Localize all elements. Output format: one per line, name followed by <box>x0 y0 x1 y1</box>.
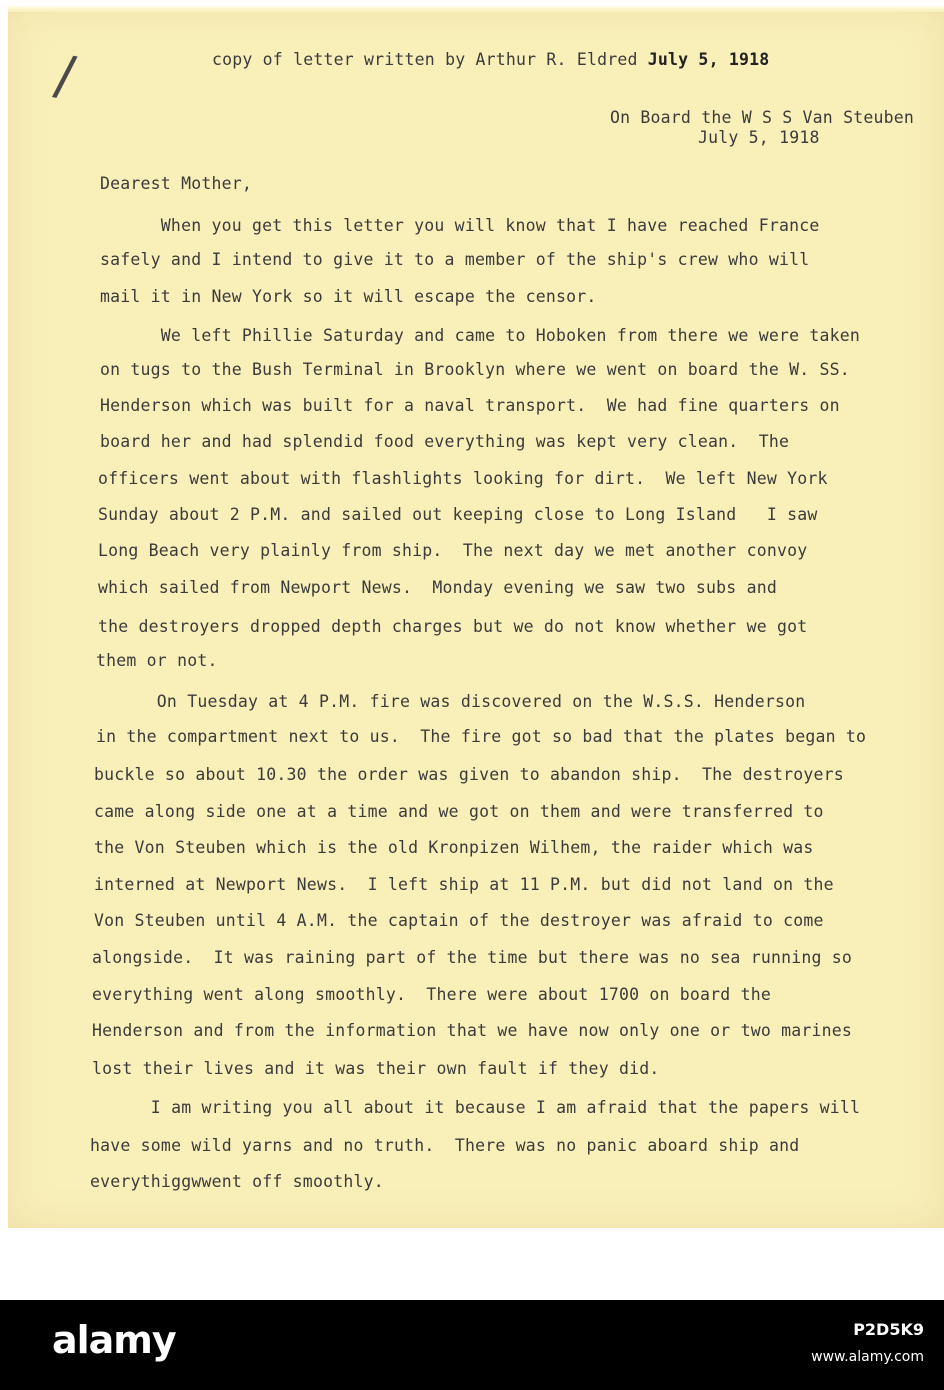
letter-header <box>212 50 769 69</box>
stock-id <box>811 1320 924 1365</box>
body-line: everythiggwwent off smoothly. <box>90 1172 384 1191</box>
body-line: Henderson which was built for a naval transport. We had fine quarters on <box>100 396 840 415</box>
body-line: buckle so about 10.30 the order was given to abandon ship. The destroyers <box>94 765 844 784</box>
body-line: safely and I intend to give it to a member of the ship's crew who will <box>100 250 810 269</box>
body-line: Von Steuben until 4 A.M. the captain of the destroyer was afraid to come <box>94 911 824 930</box>
body-line: When you get this letter you will know that I have reached France <box>100 216 820 235</box>
body-line: the destroyers dropped depth charges but we do not know whether we got <box>98 617 808 636</box>
body-line: lost their lives and it was their own fault if they did. <box>92 1059 660 1078</box>
body-line: in the compartment next to us. The fire got so bad that the plates began to <box>96 727 867 746</box>
body-line: them or not. <box>96 651 218 670</box>
header-date: July 5, 1918 <box>647 50 770 69</box>
body-line: everything went along smoothly. There were about 1700 on board the <box>92 985 771 1004</box>
salutation: Dearest Mother, <box>100 174 253 193</box>
body-line: which sailed from Newport News. Monday evening we saw two subs and <box>98 578 777 597</box>
alamy-logo: alamy <box>52 1318 176 1362</box>
body-line: the Von Steuben which is the old Kronpizen Wilhem, the raider which was <box>94 838 814 857</box>
body-line: on tugs to the Bush Terminal in Brooklyn where we went on board the W. SS. <box>100 360 850 379</box>
body-line: We left Phillie Saturday and came to Hoboken from there we were taken <box>100 326 861 345</box>
stock-site: www.alamy.com <box>811 1349 924 1365</box>
body-line: have some wild yarns and no truth. There was no panic aboard ship and <box>90 1136 800 1155</box>
body-line: Long Beach very plainly from ship. The next day we met another convoy <box>98 541 808 560</box>
body-line: interned at Newport News. I left ship at 11 P.M. but did not land on the <box>94 875 834 894</box>
handwritten-slash-mark: / <box>50 42 80 109</box>
body-line: Henderson and from the information that we have now only one or two marines <box>92 1021 853 1040</box>
body-line: came along side one at a time and we got on them and were transferred to <box>94 802 824 821</box>
body-line: alongside. It was raining part of the time but there was no sea running so <box>92 948 853 967</box>
body-line: Sunday about 2 P.M. and sailed out keeping close to Long Island I saw <box>98 505 818 524</box>
letter-place: On Board the W S S Van Steuben <box>610 108 915 127</box>
body-line: mail it in New York so it will escape the censor. <box>100 287 597 306</box>
stock-code: P2D5K9 <box>853 1320 924 1339</box>
body-line: board her and had splendid food everything was kept very clean. The <box>100 432 790 451</box>
header-text: copy of letter written by Arthur R. Eldred <box>212 50 648 69</box>
body-line: I am writing you all about it because I am afraid that the papers will <box>90 1098 861 1117</box>
letter-place-date: July 5, 1918 <box>698 128 820 147</box>
body-line: officers went about with flashlights looking for dirt. We left New York <box>98 469 828 488</box>
body-line: On Tuesday at 4 P.M. fire was discovered on the W.S.S. Henderson <box>96 692 806 711</box>
